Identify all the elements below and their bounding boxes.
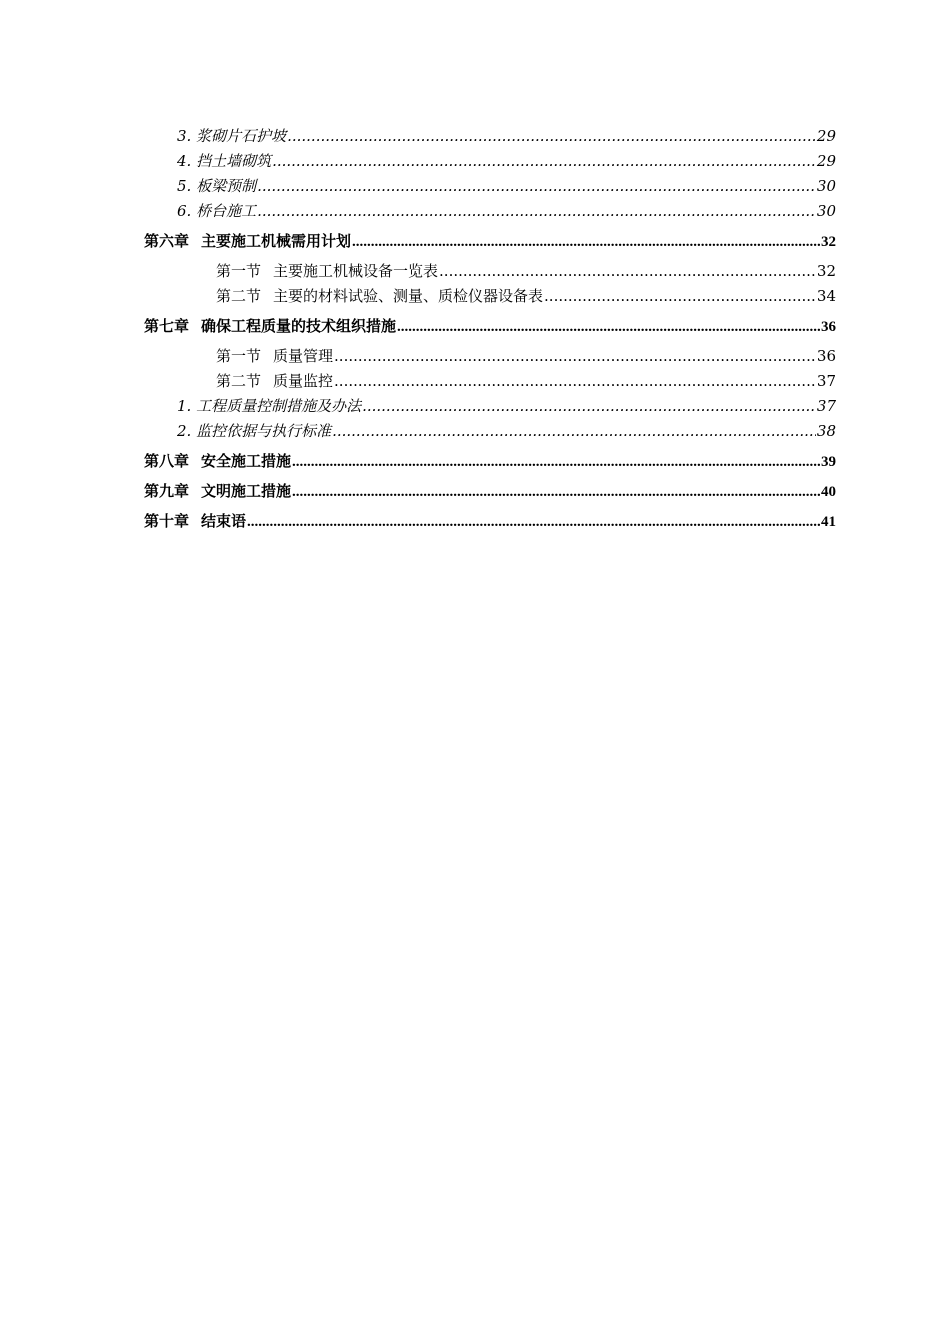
toc-section-number: 第二节	[216, 372, 262, 390]
toc-dot-leader	[292, 449, 820, 475]
toc-page-number: 32	[821, 234, 836, 250]
toc-chapter-number: 第十章	[144, 512, 190, 530]
toc-chapter-entry[interactable]	[144, 229, 836, 254]
toc-page-number: 38	[816, 422, 836, 440]
toc-dot-leader	[334, 369, 816, 394]
toc-chapter-title: 确保工程质量的技术组织措施	[201, 317, 397, 335]
toc-dot-leader	[544, 284, 816, 309]
toc-section-entry[interactable]	[144, 369, 836, 394]
toc-dot-leader	[362, 394, 816, 419]
toc-section-title: 主要的材料试验、测量、质检仪器设备表	[273, 287, 544, 305]
toc-chapter-number: 第七章	[144, 317, 190, 335]
toc-chapter-entry[interactable]	[144, 314, 836, 339]
toc-chapter-title: 结束语	[201, 512, 247, 530]
toc-entry-title: 1. 工程质量控制措施及办法	[177, 397, 362, 415]
toc-dot-leader	[272, 149, 816, 174]
toc-chapter-title: 文明施工措施	[201, 482, 292, 500]
toc-chapter-number: 第九章	[144, 482, 190, 500]
toc-chapter-entry[interactable]	[144, 449, 836, 474]
toc-page-number: 29	[816, 152, 836, 170]
toc-entry-title	[216, 259, 438, 284]
toc-dot-leader	[439, 259, 816, 284]
toc-dot-leader	[257, 174, 816, 199]
toc-entry-title	[216, 284, 543, 309]
toc-chapter-number: 第六章	[144, 232, 190, 250]
toc-dot-leader	[352, 229, 820, 255]
toc-chapter-number: 第八章	[144, 452, 190, 470]
toc-item-entry[interactable]	[144, 199, 836, 224]
toc-dot-leader	[287, 124, 816, 149]
toc-entry-title: 4. 挡土墙砌筑	[177, 152, 272, 170]
toc-item-entry[interactable]	[144, 394, 836, 419]
toc-section-entry[interactable]	[144, 344, 836, 369]
toc-page-number: 37	[816, 397, 836, 415]
toc-chapter-title: 主要施工机械需用计划	[201, 232, 352, 250]
toc-page-number: 30	[816, 177, 836, 195]
toc-section-entry[interactable]	[144, 284, 836, 309]
toc-page-number: 36	[821, 319, 836, 335]
toc-page-number: 39	[821, 454, 836, 470]
toc-section-entry[interactable]	[144, 259, 836, 284]
toc-entry-title	[144, 509, 246, 534]
toc-page-number: 40	[821, 484, 836, 500]
toc-chapter-entry[interactable]	[144, 479, 836, 504]
toc-item-entry[interactable]	[144, 149, 836, 174]
toc-entry-title	[216, 344, 333, 369]
toc-section-number: 第一节	[216, 262, 262, 280]
toc-entry-title: 3. 浆砌片石护坡	[177, 127, 287, 145]
toc-entry-title	[144, 449, 291, 474]
toc-entry-title	[216, 369, 333, 394]
toc-section-number: 第二节	[216, 287, 262, 305]
toc-dot-leader	[334, 344, 816, 369]
toc-page-number: 36	[816, 347, 836, 365]
toc-chapter-entry[interactable]	[144, 509, 836, 534]
toc-section-title: 质量管理	[273, 347, 334, 365]
toc-item-entry[interactable]	[144, 124, 836, 149]
toc-section-number: 第一节	[216, 347, 262, 365]
toc-dot-leader	[292, 479, 820, 505]
toc-dot-leader	[332, 419, 816, 444]
toc-page-number: 32	[816, 262, 836, 280]
toc-section-title: 质量监控	[273, 372, 334, 390]
toc-item-entry[interactable]	[144, 419, 836, 444]
table-of-contents	[144, 124, 836, 539]
toc-entry-title: 6. 桥台施工	[177, 202, 257, 220]
toc-entry-title	[144, 314, 396, 339]
toc-entry-title	[144, 479, 291, 504]
toc-item-entry[interactable]	[144, 174, 836, 199]
toc-section-title: 主要施工机械设备一览表	[273, 262, 439, 280]
toc-page-number: 29	[816, 127, 836, 145]
toc-page-number: 41	[821, 514, 836, 530]
toc-page-number: 30	[816, 202, 836, 220]
toc-entry-title: 5. 板梁预制	[177, 177, 257, 195]
toc-page-number: 34	[816, 287, 836, 305]
toc-chapter-title: 安全施工措施	[201, 452, 292, 470]
toc-dot-leader	[397, 314, 820, 340]
toc-page-number: 37	[816, 372, 836, 390]
toc-entry-title: 2. 监控依据与执行标准	[177, 422, 332, 440]
toc-dot-leader	[247, 509, 820, 535]
toc-dot-leader	[257, 199, 816, 224]
toc-entry-title	[144, 229, 351, 254]
